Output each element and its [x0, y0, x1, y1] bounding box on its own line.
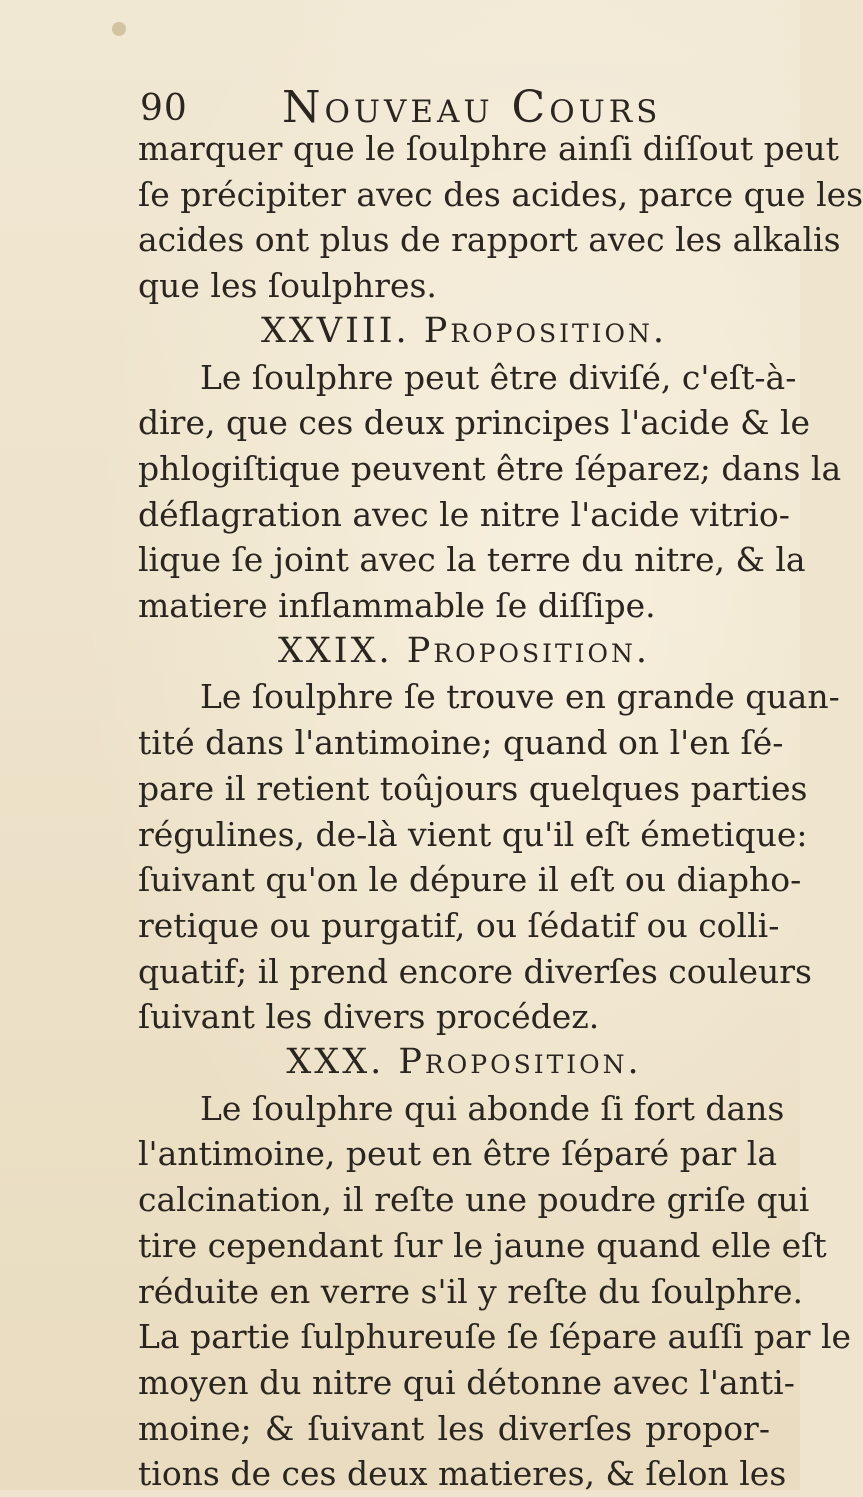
- text-line: Le ſoulphre ſe trouve en grande quan-: [200, 677, 840, 717]
- text-line: La partie ſulphureuſe ſe ſépare auſſi par le: [138, 1317, 852, 1357]
- text-line: acides ont plus de rapport avec les alkalis: [138, 220, 841, 260]
- text-line: moine; & ſuivant les diverſes propor-: [138, 1408, 770, 1448]
- text-line: déflagration avec le nitre l'acide vitrio-: [138, 494, 790, 534]
- text-line: matiere inflammable ſe diſſipe.: [138, 586, 656, 626]
- text-line: ſuivant qu'on le dépure il eſt ou diapho-: [138, 860, 802, 900]
- text-line: phlogiſtique peuvent être ſéparez; dans la: [138, 448, 842, 488]
- text-line: quatif; il prend encore diverſes couleurs: [138, 951, 812, 991]
- proposition-28: [138, 309, 842, 629]
- text-line: marquer que le ſoulphre ainſi diſſout peut: [138, 129, 839, 168]
- text-line: Le ſoulphre peut être diviſé, c'eſt-à-: [200, 357, 797, 397]
- proposition-29: [138, 629, 840, 1040]
- text-line: lique ſe joint avec la terre du nitre, & la: [138, 540, 806, 580]
- text-line: Le ſoulphre qui abonde ſi fort dans: [200, 1088, 785, 1128]
- page-body: [138, 126, 863, 1497]
- text-line: dire, que ces deux principes l'acide & le: [138, 403, 811, 443]
- text-line: l'antimoine, peut en être ſéparé par la: [138, 1134, 777, 1174]
- text-line: calcination, il reſte une poudre griſe qui: [138, 1180, 810, 1220]
- text-line: régulines, de-là vient qu'il eſt émetique:: [138, 814, 808, 854]
- text-line: tions de ces deux matieres, & ſelon les: [138, 1454, 787, 1494]
- paragraph-continuation: [138, 126, 863, 309]
- text-line: tité dans l'antimoine; quand on l'en ſé-: [138, 723, 784, 763]
- text-line: pare il retient toûjours quelques parties: [138, 768, 808, 808]
- text-line: tire cependant ſur le jaune quand elle eſt: [138, 1225, 827, 1265]
- text-line: ſe précipiter avec des acides, parce que les: [138, 174, 863, 214]
- text-line: moyen du nitre qui détonne avec l'anti-: [138, 1362, 795, 1402]
- paper-stain: [112, 22, 126, 36]
- text-line: ſuivant les divers procédez.: [138, 997, 600, 1037]
- page-number: 90: [140, 88, 188, 129]
- text-line: retique ou purgatif, ou ſédatif ou colli-: [138, 905, 780, 945]
- proposition-heading: XXVIII. Proposition.: [260, 310, 668, 351]
- text-line: que les ſoulphres.: [138, 266, 437, 306]
- proposition-heading: XXIX. Proposition.: [277, 630, 651, 671]
- text-line: réduite en verre s'il y reſte du ſoulphre.: [138, 1271, 803, 1311]
- proposition-30: [138, 1040, 852, 1497]
- proposition-heading: XXX. Proposition.: [286, 1042, 642, 1083]
- running-title: Nouveau Cours: [282, 82, 662, 133]
